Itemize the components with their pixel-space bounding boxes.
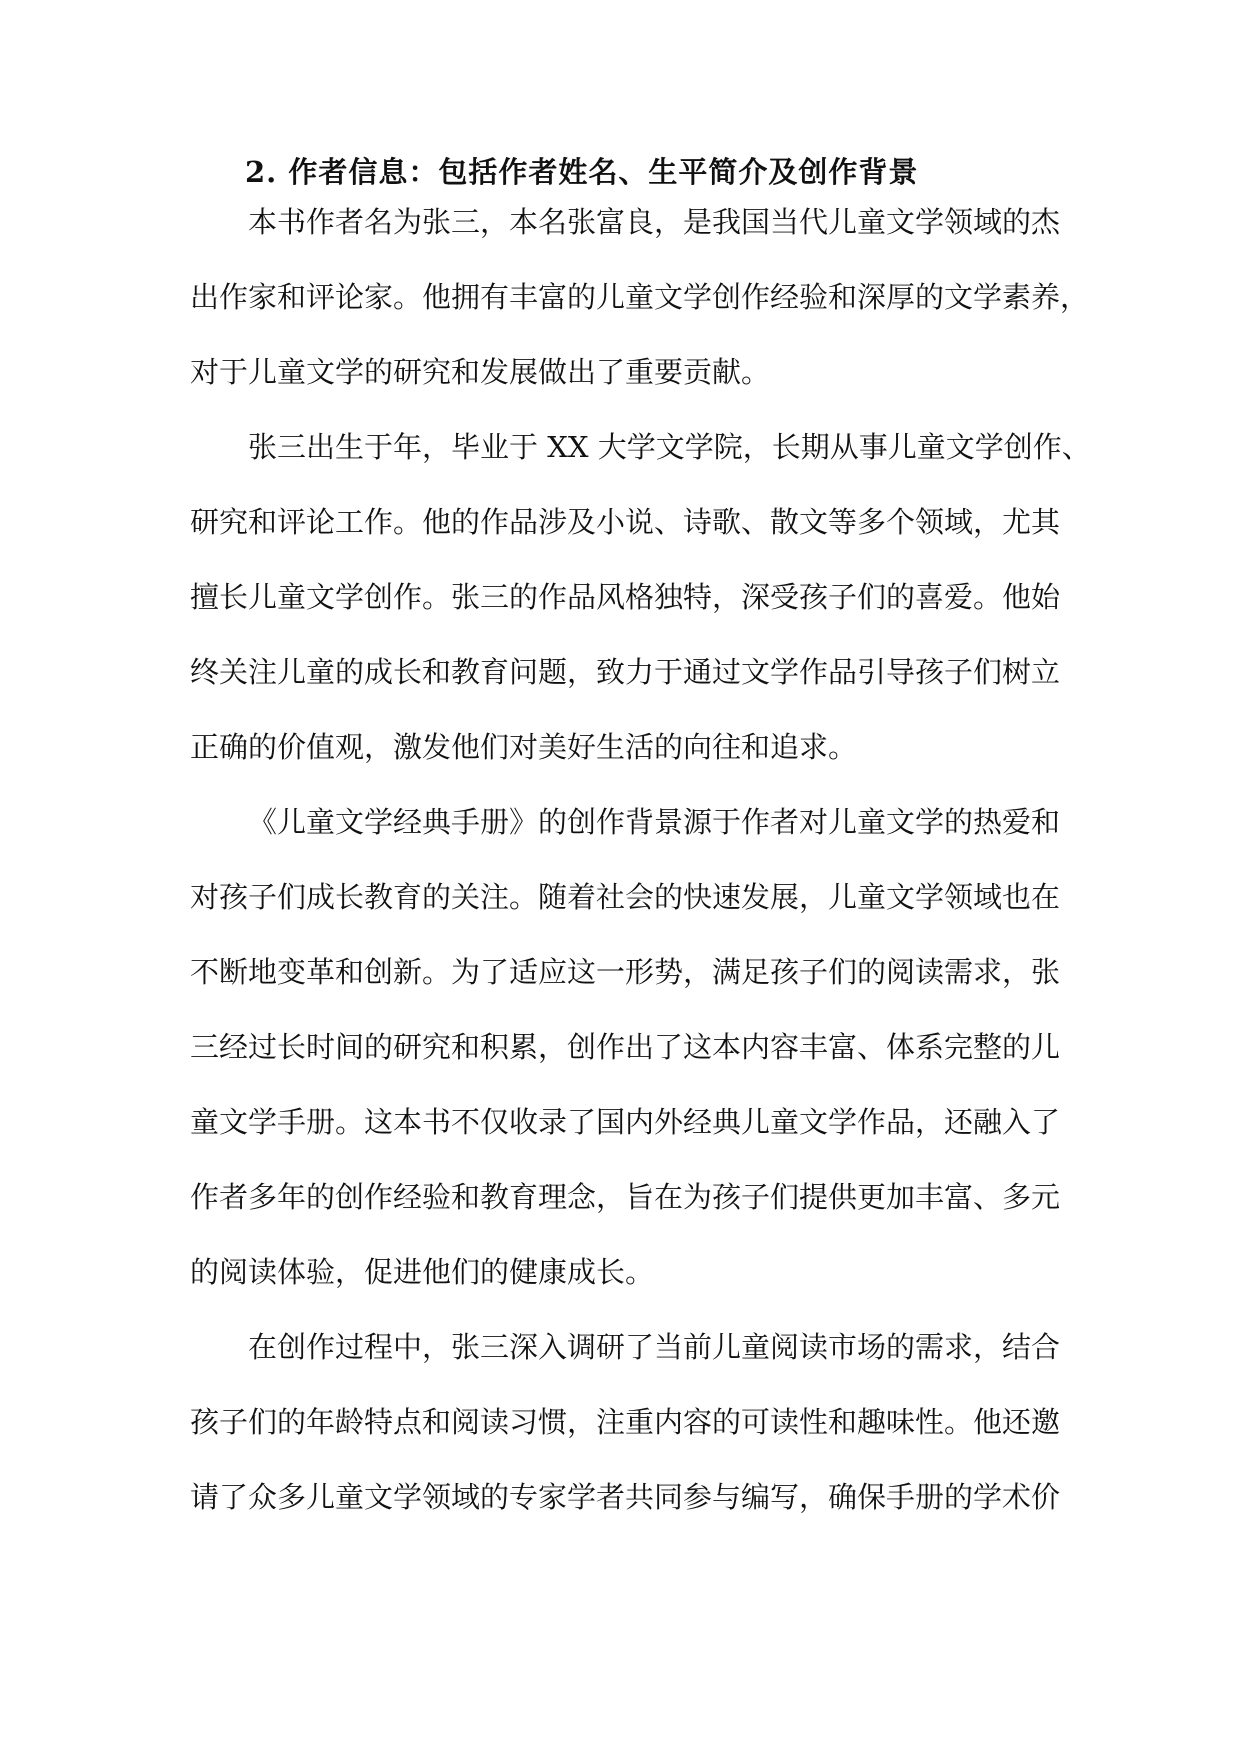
- paragraph-2-line-1: 张三出生于年，毕业于 XX 大学文学院，长期从事儿童文学创作、: [248, 430, 1091, 464]
- section-heading: 2. 作者信息：包括作者姓名、生平简介及创作背景: [245, 155, 919, 189]
- paragraph-4-line-3: 请了众多儿童文学领域的专家学者共同参与编写，确保手册的学术价: [190, 1480, 1061, 1514]
- paragraph-3-line-2: 对孩子们成长教育的关注。随着社会的快速发展，儿童文学领域也在: [190, 880, 1061, 914]
- paragraph-3-line-7: 的阅读体验，促进他们的健康成长。: [190, 1255, 655, 1289]
- paragraph-3-line-3: 不断地变革和创新。为了适应这一形势，满足孩子们的阅读需求，张: [190, 955, 1061, 989]
- paragraph-3-line-4: 三经过长时间的研究和积累，创作出了这本内容丰富、体系完整的儿: [190, 1030, 1061, 1064]
- paragraph-1-line-1: 本书作者名为张三，本名张富良，是我国当代儿童文学领域的杰: [248, 205, 1061, 239]
- paragraph-2-line-4: 终关注儿童的成长和教育问题，致力于通过文学作品引导孩子们树立: [190, 655, 1061, 689]
- paragraph-3-line-5: 童文学手册。这本书不仅收录了国内外经典儿童文学作品，还融入了: [190, 1105, 1061, 1139]
- paragraph-2-line-2: 研究和评论工作。他的作品涉及小说、诗歌、散文等多个领域，尤其: [190, 505, 1061, 539]
- paragraph-1-line-3: 对于儿童文学的研究和发展做出了重要贡献。: [190, 355, 771, 389]
- paragraph-2-line-3: 擅长儿童文学创作。张三的作品风格独特，深受孩子们的喜爱。他始: [190, 580, 1061, 614]
- paragraph-3-line-1: 《儿童文学经典手册》的创作背景源于作者对儿童文学的热爱和: [248, 805, 1061, 839]
- paragraph-1-line-2: 出作家和评论家。他拥有丰富的儿童文学创作经验和深厚的文学素养，: [190, 280, 1090, 314]
- paragraph-4-line-2: 孩子们的年龄特点和阅读习惯，注重内容的可读性和趣味性。他还邀: [190, 1405, 1061, 1439]
- paragraph-2-line-5: 正确的价值观，激发他们对美好生活的向往和追求。: [190, 730, 858, 764]
- paragraph-4-line-1: 在创作过程中，张三深入调研了当前儿童阅读市场的需求，结合: [248, 1330, 1061, 1364]
- paragraph-3-line-6: 作者多年的创作经验和教育理念，旨在为孩子们提供更加丰富、多元: [190, 1180, 1061, 1214]
